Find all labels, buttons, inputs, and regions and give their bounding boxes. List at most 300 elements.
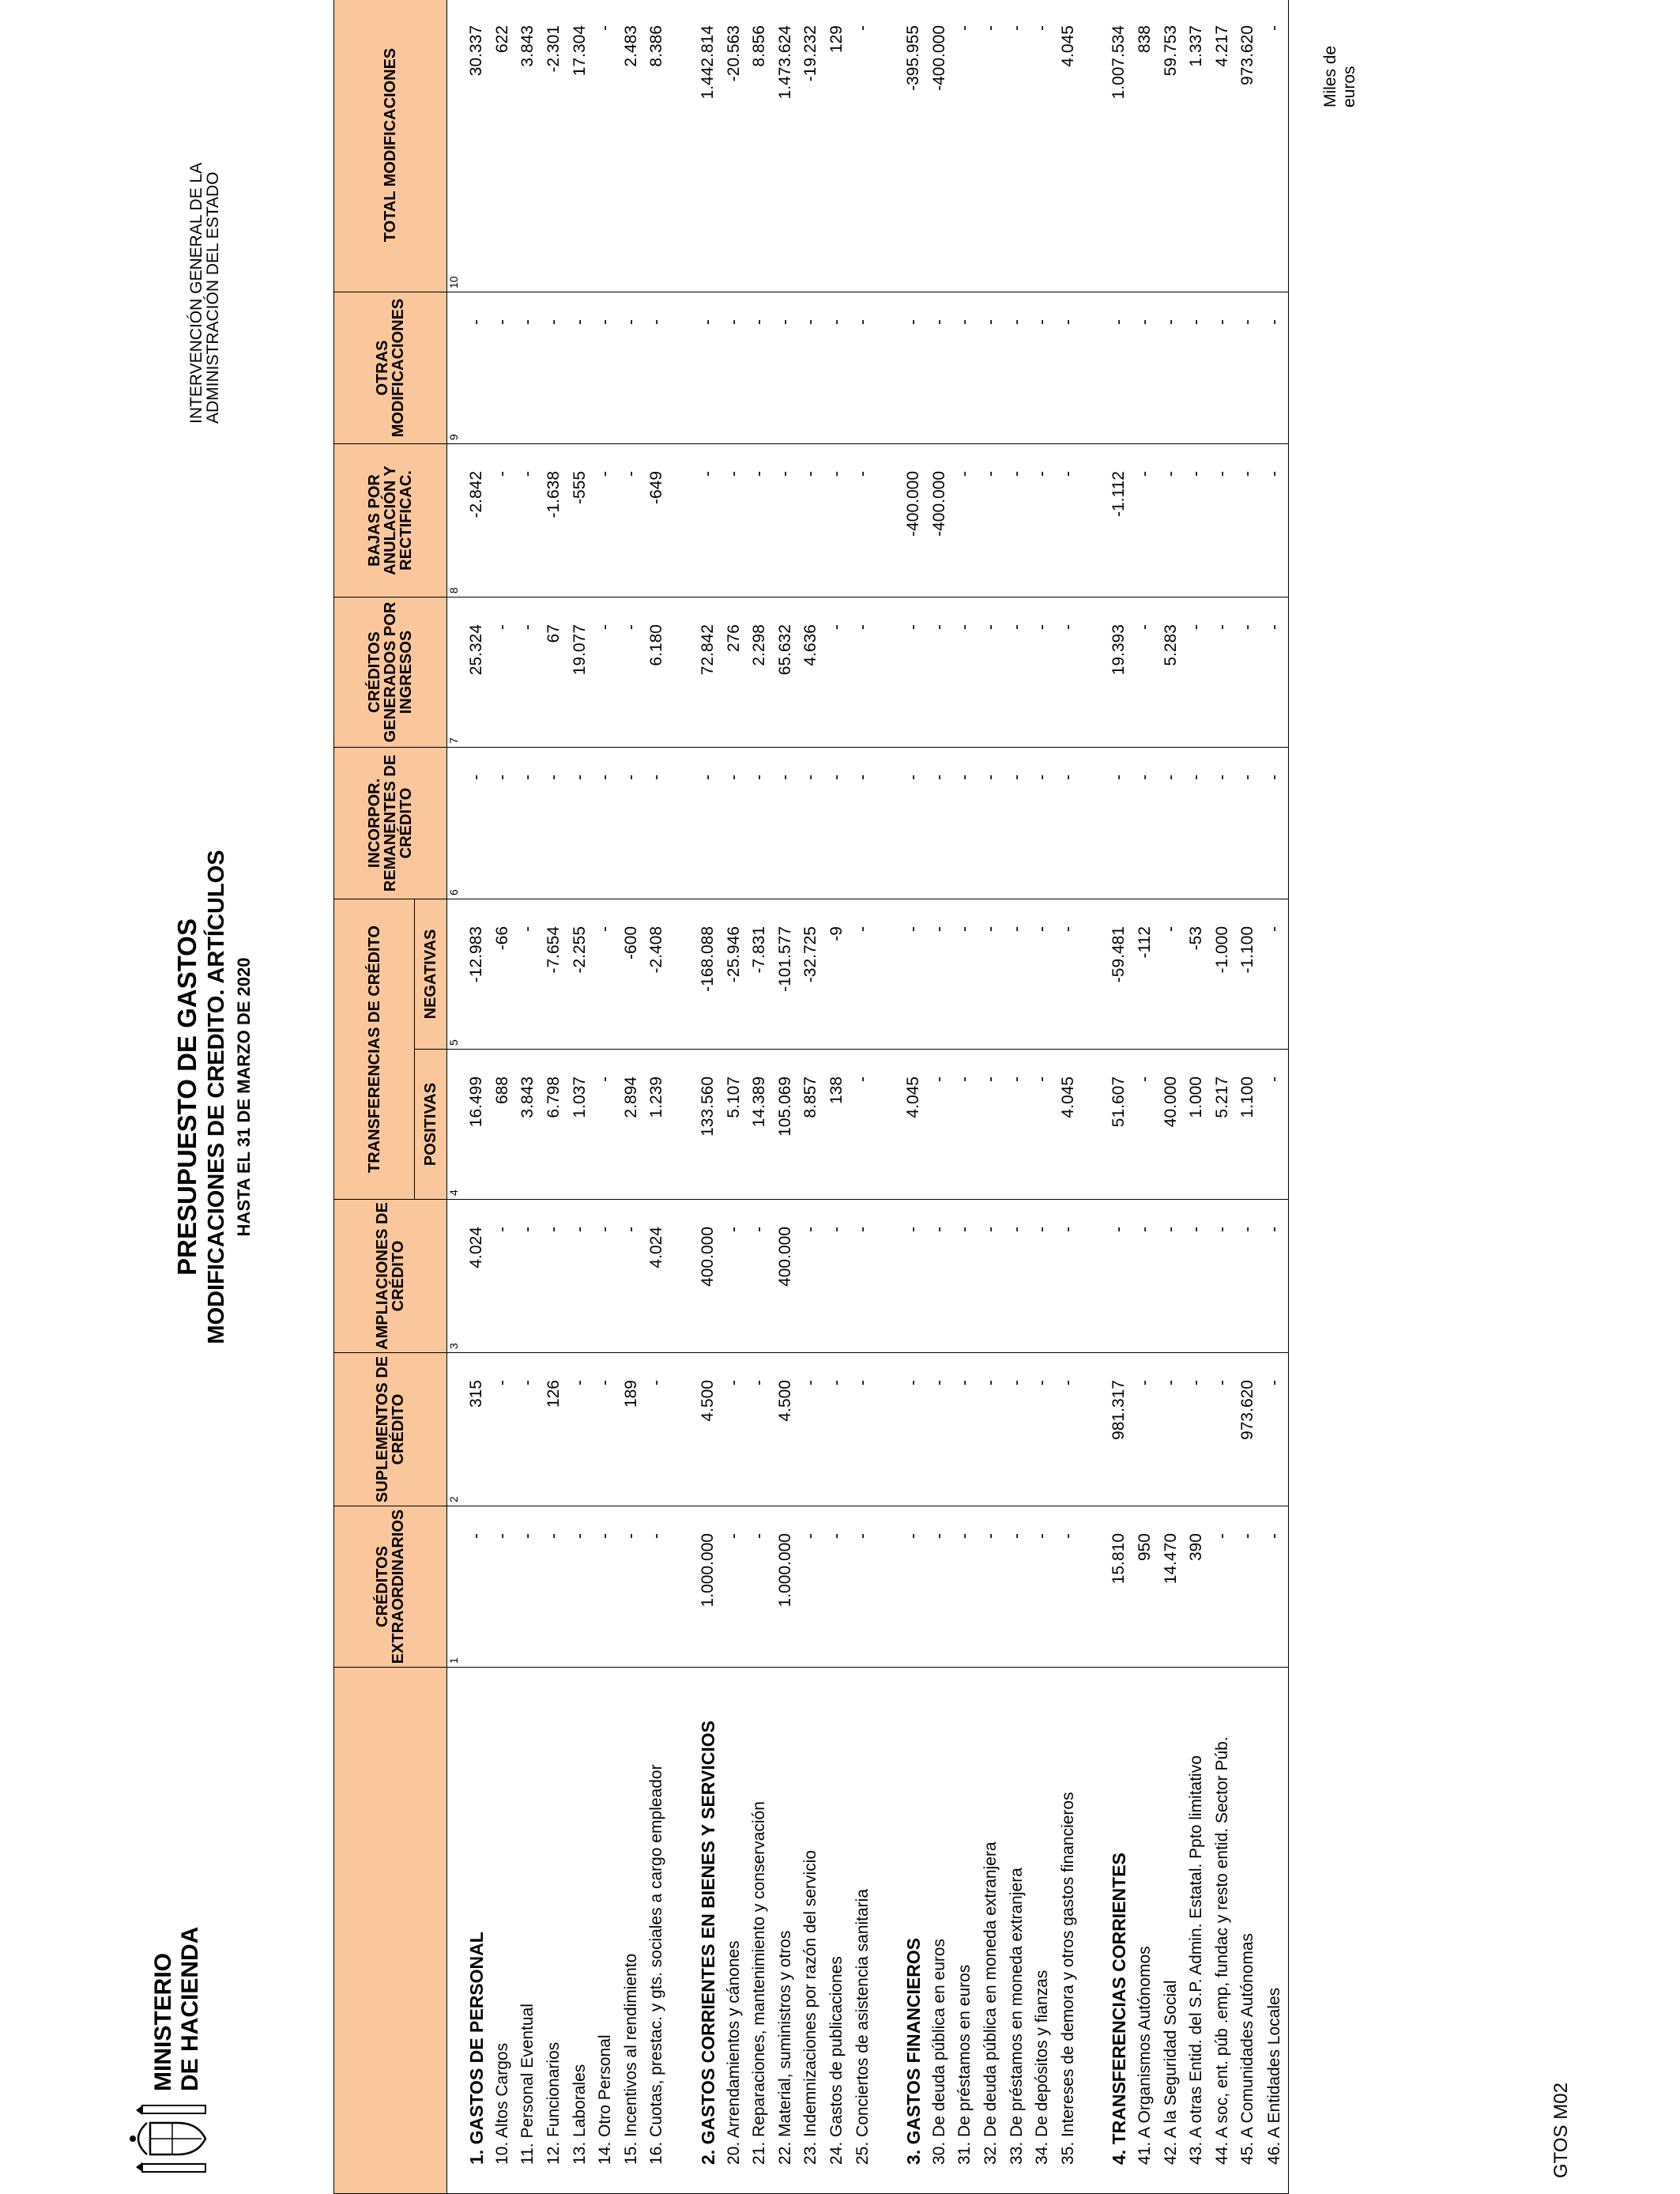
spacer-cell (876, 292, 901, 444)
value-cell: - (1158, 748, 1184, 899)
col-header-total: TOTAL MODIFICACIONES (334, 0, 447, 292)
report-title: PRESUPUESTO DE GASTOS (172, 918, 202, 1276)
value-cell: 30.337 (464, 0, 490, 292)
value-cell: - (593, 292, 619, 444)
value-cell: - (901, 292, 927, 444)
value-cell: - (849, 1200, 876, 1353)
value-cell: -2.301 (541, 0, 567, 292)
value-cell: - (1004, 899, 1030, 1050)
value-cell: - (619, 598, 645, 748)
spacer-cell (876, 598, 901, 748)
value-cell: - (1209, 748, 1235, 899)
row-label: 46. A Entidades Locales (1261, 1668, 1289, 2194)
spacer-cell (1081, 1200, 1106, 1353)
value-cell: - (1132, 1050, 1158, 1200)
row-label: 21. Reparaciones, mantenimiento y conservación (747, 1668, 773, 2194)
value-cell: - (824, 1200, 850, 1353)
table-row (1158, 0, 1184, 2194)
row-label: 32. De deuda pública en moneda extranjera (978, 1668, 1004, 2194)
value-cell: - (695, 748, 721, 899)
value-cell: - (901, 1200, 927, 1353)
value-cell: - (1235, 1506, 1261, 1668)
col-header-ampliaciones: AMPLIACIONES DE CRÉDITO (334, 1200, 447, 1353)
table-row (644, 0, 670, 2194)
header-row (334, 0, 415, 2194)
value-cell: 19.393 (1106, 598, 1132, 748)
spacer-cell (670, 292, 695, 444)
value-cell: 1.000.000 (695, 1506, 721, 1668)
value-cell: - (1055, 1506, 1081, 1668)
spacer-cell (1081, 1050, 1106, 1200)
value-cell: - (619, 1506, 645, 1668)
spacer-cell (876, 748, 901, 899)
spacer-cell (876, 899, 901, 1050)
value-cell: 67 (541, 598, 567, 748)
spacer-cell (876, 1200, 901, 1353)
value-cell: 390 (1184, 1506, 1210, 1668)
value-cell: - (541, 292, 567, 444)
value-cell: - (619, 444, 645, 598)
value-cell: - (490, 444, 516, 598)
value-cell: - (952, 1200, 978, 1353)
table-row (1055, 0, 1081, 2194)
column-number-row (447, 0, 465, 2194)
value-cell: - (490, 1200, 516, 1353)
value-cell: - (901, 598, 927, 748)
column-number: 2 (447, 1353, 465, 1506)
value-cell: - (1004, 598, 1030, 748)
value-cell: -600 (619, 899, 645, 1050)
issuer-name (188, 163, 221, 424)
value-cell: - (1261, 444, 1289, 598)
value-cell: - (824, 444, 850, 598)
col-header-bajas: BAJAS POR ANULACIÓN Y RECTIFICAC. (334, 444, 447, 598)
row-label: 33. De préstamos en moneda extranjera (1004, 1668, 1030, 2194)
value-cell: - (849, 899, 876, 1050)
value-cell: - (721, 292, 747, 444)
value-cell: - (798, 1353, 824, 1506)
value-cell: 1.000 (1184, 1050, 1210, 1200)
table-row (1132, 0, 1158, 2194)
value-cell: - (927, 292, 953, 444)
value-cell: - (515, 444, 541, 598)
ministry-line1: MINISTERIO (150, 1952, 176, 2091)
row-label: 35. Intereses de demora y otros gastos financieros (1055, 1668, 1081, 2194)
value-cell: 8.386 (644, 0, 670, 292)
value-cell: 126 (541, 1353, 567, 1506)
value-cell: -7.831 (747, 899, 773, 1050)
value-cell: 950 (1132, 1506, 1158, 1668)
value-cell: 2.894 (619, 1050, 645, 1200)
spacer-cell (670, 1200, 695, 1353)
row-label: 30. De deuda pública en euros (927, 1668, 953, 2194)
value-cell: -66 (490, 899, 516, 1050)
value-cell: - (849, 0, 876, 292)
value-cell: - (593, 1200, 619, 1353)
value-cell: - (1004, 748, 1030, 899)
section-row (901, 0, 927, 2194)
table-row (1004, 0, 1030, 2194)
value-cell: -25.946 (721, 899, 747, 1050)
value-cell: - (541, 1200, 567, 1353)
column-number: 1 (447, 1506, 465, 1668)
spacer-cell (670, 1353, 695, 1506)
value-cell: -395.955 (901, 0, 927, 292)
value-cell: - (644, 1506, 670, 1668)
row-label: 31. De préstamos en euros (952, 1668, 978, 2194)
value-cell: - (978, 292, 1004, 444)
value-cell: - (1004, 292, 1030, 444)
value-cell: - (1261, 1050, 1289, 1200)
value-cell: - (1106, 748, 1132, 899)
value-cell: - (849, 748, 876, 899)
value-cell: - (849, 1050, 876, 1200)
value-cell: 2.298 (747, 598, 773, 748)
row-label: 12. Funcionarios (541, 1668, 567, 2194)
value-cell: - (515, 1200, 541, 1353)
value-cell: -2.255 (567, 899, 593, 1050)
row-label: 42. A la Seguridad Social (1158, 1668, 1184, 2194)
row-label: 25. Conciertos de asistencia sanitaria (849, 1668, 876, 2194)
value-cell: 25.324 (464, 598, 490, 748)
spacer-cell (1081, 444, 1106, 598)
value-cell: - (1132, 1353, 1158, 1506)
value-cell: - (619, 1200, 645, 1353)
value-cell: - (773, 292, 799, 444)
column-number: 7 (447, 598, 465, 748)
value-cell: - (1261, 899, 1289, 1050)
value-cell: 14.470 (1158, 1506, 1184, 1668)
value-cell: - (593, 444, 619, 598)
value-cell: -168.088 (695, 899, 721, 1050)
table-row (1261, 0, 1289, 2194)
value-cell: 19.077 (567, 598, 593, 748)
value-cell: - (978, 1050, 1004, 1200)
value-cell: - (567, 748, 593, 899)
table-row (952, 0, 978, 2194)
value-cell: -1.638 (541, 444, 567, 598)
value-cell: - (747, 292, 773, 444)
value-cell: 1.100 (1235, 1050, 1261, 1200)
table-body (464, 0, 1288, 2194)
value-cell: - (515, 1506, 541, 1668)
value-cell: 17.304 (567, 0, 593, 292)
value-cell: - (1055, 1353, 1081, 1506)
value-cell: 59.753 (1158, 0, 1184, 292)
value-cell: - (1261, 598, 1289, 748)
value-cell: - (978, 0, 1004, 292)
value-cell: 15.810 (1106, 1506, 1132, 1668)
value-cell: - (1030, 0, 1056, 292)
col-header-generados: CRÉDITOS GENERADOS POR INGRESOS (334, 598, 447, 748)
value-cell: - (567, 1200, 593, 1353)
section-row (464, 0, 490, 2194)
value-cell: - (773, 444, 799, 598)
table-row (1235, 0, 1261, 2194)
value-cell: - (464, 748, 490, 899)
table-row (1030, 0, 1056, 2194)
value-cell: 1.000.000 (773, 1506, 799, 1668)
value-cell: 622 (490, 0, 516, 292)
value-cell: - (747, 444, 773, 598)
spacer-cell (1081, 598, 1106, 748)
value-cell: 6.180 (644, 598, 670, 748)
value-cell: - (952, 1353, 978, 1506)
value-cell: - (695, 444, 721, 598)
value-cell: 400.000 (773, 1200, 799, 1353)
value-cell: - (927, 1353, 953, 1506)
value-cell: - (1030, 1200, 1056, 1353)
spacer-cell (670, 598, 695, 748)
value-cell: - (593, 1050, 619, 1200)
value-cell: -2.408 (644, 899, 670, 1050)
value-cell: -19.232 (798, 0, 824, 292)
row-label: 34. De depósitos y fianzas (1030, 1668, 1056, 2194)
spacer-cell (670, 444, 695, 598)
row-label: 14. Otro Personal (593, 1668, 619, 2194)
spacer-cell (1081, 1353, 1106, 1506)
value-cell: - (1132, 292, 1158, 444)
value-cell: - (1004, 1050, 1030, 1200)
value-cell: - (927, 598, 953, 748)
value-cell: - (1184, 748, 1210, 899)
value-cell: -649 (644, 444, 670, 598)
table-row (619, 0, 645, 2194)
value-cell: - (721, 1200, 747, 1353)
value-cell: - (952, 1506, 978, 1668)
value-cell: - (1132, 444, 1158, 598)
value-cell: - (644, 1353, 670, 1506)
value-cell: 688 (490, 1050, 516, 1200)
value-cell: - (515, 598, 541, 748)
table-row (978, 0, 1004, 2194)
table-row (567, 0, 593, 2194)
value-cell: - (901, 1506, 927, 1668)
spacer-cell (1081, 899, 1106, 1050)
value-cell: - (747, 1353, 773, 1506)
value-cell: - (952, 598, 978, 748)
value-cell: - (952, 292, 978, 444)
value-cell: - (490, 1506, 516, 1668)
value-cell: 4.024 (464, 1200, 490, 1353)
value-cell: -555 (567, 444, 593, 598)
value-cell: - (1055, 1200, 1081, 1353)
spacer-cell (876, 1050, 901, 1200)
value-cell: - (721, 1506, 747, 1668)
value-cell: - (1158, 1353, 1184, 1506)
value-cell: - (464, 292, 490, 444)
row-label: 20. Arrendamientos y cánones (721, 1668, 747, 2194)
value-cell: 1.337 (1184, 0, 1210, 292)
value-cell: 5.217 (1209, 1050, 1235, 1200)
row-label: 43. A otras Entid. del S.P. Admin. Estatal. Ppto limitativo (1184, 1668, 1210, 2194)
value-cell: - (1030, 1353, 1056, 1506)
col-header-incorporaciones: INCORPOR. REMANENTES DE CRÉDITO (334, 748, 447, 899)
value-cell: 14.389 (747, 1050, 773, 1200)
row-label: 11. Personal Eventual (515, 1668, 541, 2194)
value-cell: 138 (824, 1050, 850, 1200)
value-cell: - (1106, 1200, 1132, 1353)
value-cell: -9 (824, 899, 850, 1050)
value-cell: - (721, 1353, 747, 1506)
value-cell: - (1106, 292, 1132, 444)
label-column-header (334, 1668, 447, 2194)
col-header-transferencias: TRANSFERENCIAS DE CRÉDITO (334, 899, 415, 1200)
value-cell: - (1261, 0, 1289, 292)
spacer-cell (1081, 1506, 1106, 1668)
value-cell: - (515, 292, 541, 444)
value-cell: - (1055, 598, 1081, 748)
value-cell: 3.843 (515, 0, 541, 292)
table-row (773, 0, 799, 2194)
value-cell: - (824, 598, 850, 748)
value-cell: - (541, 748, 567, 899)
spacer-cell (670, 1668, 695, 2194)
col-header-extraordinarios: CRÉDITOS EXTRAORDINARIOS (334, 1506, 447, 1668)
value-cell: - (1158, 444, 1184, 598)
value-cell: -53 (1184, 899, 1210, 1050)
value-cell: -112 (1132, 899, 1158, 1050)
value-cell: 4.045 (1055, 1050, 1081, 1200)
value-cell: 4.500 (695, 1353, 721, 1506)
value-cell: - (849, 598, 876, 748)
value-cell: - (593, 0, 619, 292)
value-cell: - (695, 292, 721, 444)
spacer-cell (876, 1353, 901, 1506)
value-cell: - (1235, 292, 1261, 444)
value-cell: -32.725 (798, 899, 824, 1050)
issuer-line1: INTERVENCIÓN GENERAL DE LA (187, 162, 205, 424)
value-cell: 1.007.534 (1106, 0, 1132, 292)
value-cell: -7.654 (541, 899, 567, 1050)
value-cell: - (593, 1353, 619, 1506)
form-code: GTOS M02 (1550, 2083, 1572, 2178)
value-cell: 838 (1132, 0, 1158, 292)
table-row (1209, 0, 1235, 2194)
value-cell: - (464, 1506, 490, 1668)
table-row (515, 0, 541, 2194)
value-cell: - (1209, 444, 1235, 598)
value-cell: - (619, 748, 645, 899)
value-cell: 5.283 (1158, 598, 1184, 748)
value-cell: - (824, 748, 850, 899)
issuer-line2: ADMINISTRACIÓN DEL ESTADO (204, 172, 222, 424)
row-label: 1. GASTOS DE PERSONAL (464, 1668, 490, 2194)
spacer-row (1081, 0, 1106, 2194)
value-cell: 1.239 (644, 1050, 670, 1200)
value-cell: 1.442.814 (695, 0, 721, 292)
value-cell: - (1209, 598, 1235, 748)
value-cell: - (824, 1506, 850, 1668)
value-cell: - (1132, 598, 1158, 748)
value-cell: -59.481 (1106, 899, 1132, 1050)
value-cell: - (619, 292, 645, 444)
value-cell: 133.560 (695, 1050, 721, 1200)
spacer-cell (670, 899, 695, 1050)
col-header-positivas: POSITIVAS (415, 1050, 447, 1200)
row-label: 3. GASTOS FINANCIEROS (901, 1668, 927, 2194)
table-row (541, 0, 567, 2194)
value-cell: - (721, 748, 747, 899)
value-cell: - (901, 899, 927, 1050)
value-cell: 2.483 (619, 0, 645, 292)
value-cell: 189 (619, 1353, 645, 1506)
value-cell: 6.798 (541, 1050, 567, 1200)
value-cell: 5.107 (721, 1050, 747, 1200)
value-cell: - (1158, 899, 1184, 1050)
col-header-otras: OTRAS MODIFICACIONES (334, 292, 447, 444)
value-cell: - (1235, 1200, 1261, 1353)
value-cell: 8.856 (747, 0, 773, 292)
value-cell: - (747, 748, 773, 899)
value-cell: - (541, 1506, 567, 1668)
column-number: 10 (447, 0, 465, 292)
value-cell: - (1235, 444, 1261, 598)
value-cell: - (798, 444, 824, 598)
value-cell: - (927, 899, 953, 1050)
spacer-cell (1081, 748, 1106, 899)
value-cell: 973.620 (1235, 0, 1261, 292)
value-cell: - (1184, 292, 1210, 444)
value-cell: - (952, 444, 978, 598)
value-cell: 4.045 (1055, 0, 1081, 292)
spacer-cell (876, 0, 901, 292)
column-number: 6 (447, 748, 465, 899)
value-cell: 981.317 (1106, 1353, 1132, 1506)
value-cell: - (798, 748, 824, 899)
spacer-cell (1081, 0, 1106, 292)
value-cell: 105.069 (773, 1050, 799, 1200)
row-label: 10. Altos Cargos (490, 1668, 516, 2194)
report-date: HASTA EL 31 DE MARZO DE 2020 (234, 957, 254, 1237)
value-cell: 16.499 (464, 1050, 490, 1200)
value-cell: - (927, 1506, 953, 1668)
column-number: 3 (447, 1200, 465, 1353)
value-cell: - (567, 1506, 593, 1668)
value-cell: - (593, 899, 619, 1050)
value-cell: - (798, 1506, 824, 1668)
value-cell: - (952, 1050, 978, 1200)
value-cell: -400.000 (927, 444, 953, 598)
value-cell: 72.842 (695, 598, 721, 748)
value-cell: - (978, 748, 1004, 899)
value-cell: - (1158, 292, 1184, 444)
value-cell: - (1184, 598, 1210, 748)
value-cell: 40.000 (1158, 1050, 1184, 1200)
spacer-cell (876, 1506, 901, 1668)
value-cell: 973.620 (1235, 1353, 1261, 1506)
row-label: 41. A Organismos Autónomos (1132, 1668, 1158, 2194)
spacer-cell (876, 444, 901, 598)
row-label: 44. A soc, ent. púb .emp, fundac y resto entid. Sector Púb. (1209, 1668, 1235, 2194)
value-cell: 276 (721, 598, 747, 748)
value-cell: - (1184, 1200, 1210, 1353)
value-cell: - (593, 598, 619, 748)
value-cell: - (927, 1050, 953, 1200)
value-cell: - (798, 292, 824, 444)
value-cell: -400.000 (901, 444, 927, 598)
ministry-line2: DE HACIENDA (177, 1926, 203, 2091)
value-cell: - (515, 899, 541, 1050)
value-cell: 1.037 (567, 1050, 593, 1200)
value-cell: - (773, 748, 799, 899)
value-cell: - (515, 1353, 541, 1506)
value-cell: - (1158, 1200, 1184, 1353)
spacer-cell (670, 748, 695, 899)
value-cell: - (1004, 1200, 1030, 1353)
value-cell: - (849, 1353, 876, 1506)
value-cell: 315 (464, 1353, 490, 1506)
